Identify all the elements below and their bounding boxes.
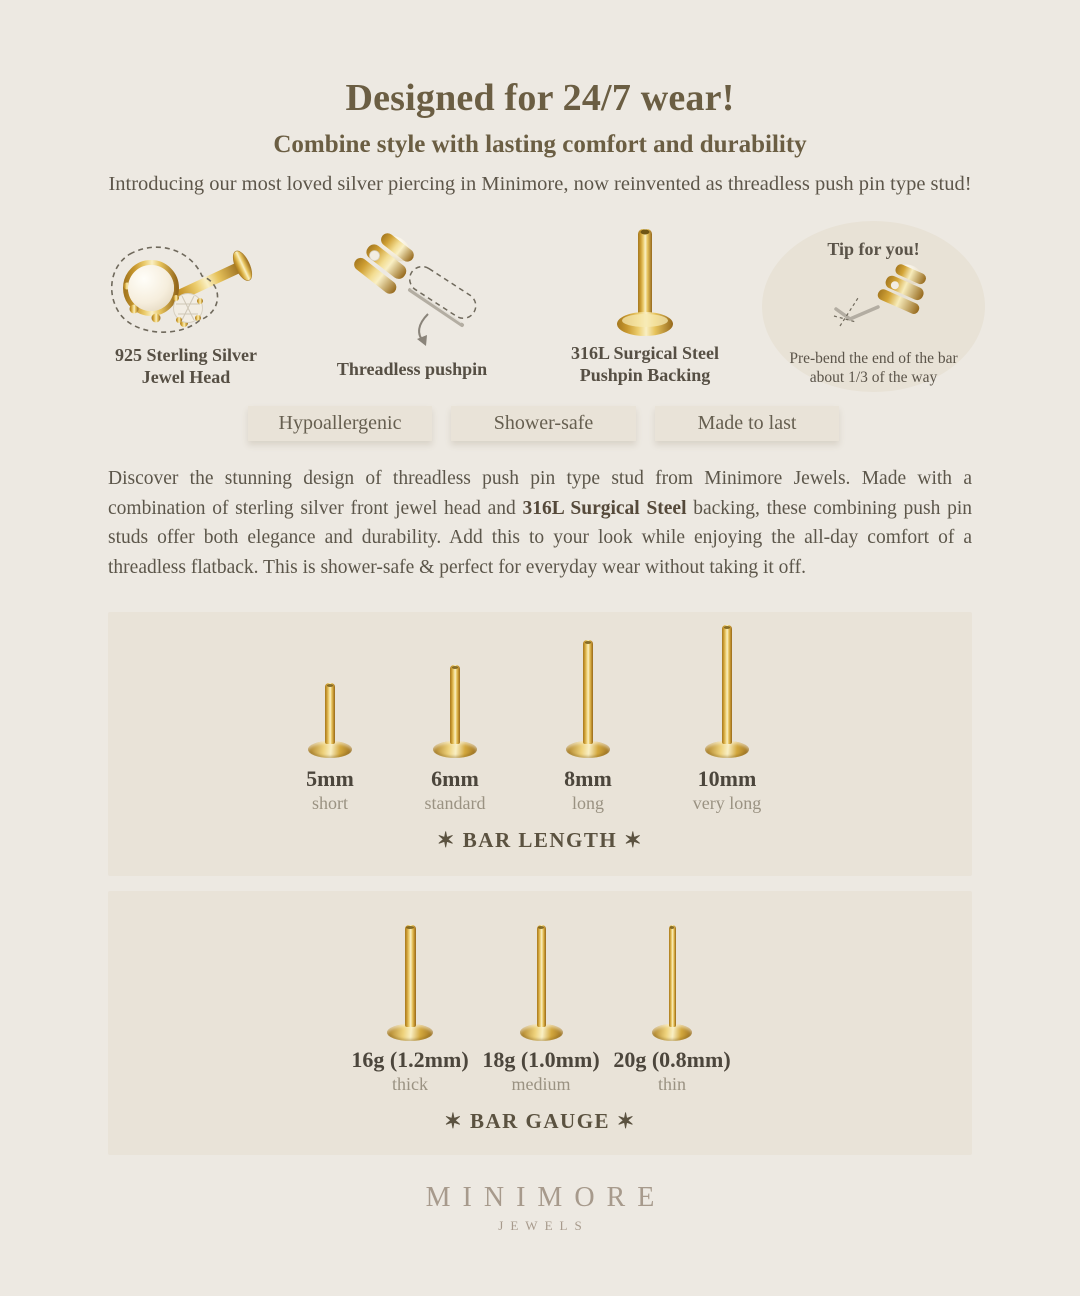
intro-text: Introducing our most loved silver piercing in Minimore, now reinvented as threadless push pin type stud! (108, 173, 972, 195)
brand-subtitle: JEWELS (498, 1218, 589, 1233)
size-descriptor: very long (692, 793, 762, 813)
badge-label: Hypoallergenic (278, 412, 402, 434)
badge-shower-safe (451, 406, 636, 441)
feature-caption (555, 342, 735, 386)
bar-5mm (300, 683, 360, 758)
feature-caption (322, 358, 502, 380)
feature-caption-line1: 925 Sterling Silver (115, 345, 257, 365)
feature-caption-line2: Pushpin Backing (579, 365, 711, 385)
size-label-5mm (260, 766, 400, 814)
bar-length-card (108, 612, 972, 876)
feature-caption-line1: Threadless pushpin (336, 359, 488, 379)
bar-20g (642, 925, 702, 1041)
bar-10mm (697, 625, 757, 758)
badge-hypoallergenic (248, 406, 432, 441)
feature-jewel-head (96, 226, 276, 411)
bar-gauge-card (108, 891, 972, 1155)
pre-bent-pushpin-icon (804, 260, 944, 340)
size-value: 18g (1.0mm) (482, 1047, 600, 1072)
badge-label: Shower-safe (493, 412, 594, 434)
tip-title: Tip for you! (827, 239, 920, 259)
description-bold: 316L Surgical Steel (522, 497, 687, 519)
bar-stem (537, 925, 546, 1027)
feature-caption-line2: Jewel Head (141, 367, 231, 387)
size-descriptor: short (312, 793, 348, 813)
size-descriptor: medium (511, 1074, 571, 1094)
surgical-steel-backing-icon (555, 224, 735, 342)
size-label-6mm (385, 766, 525, 814)
size-value: 20g (0.8mm) (613, 1047, 731, 1072)
size-value: 5mm (306, 766, 354, 791)
size-label-8mm (518, 766, 658, 814)
size-descriptor: long (571, 793, 604, 813)
feature-pushpin-backing (555, 224, 735, 409)
size-label-20g (592, 1047, 752, 1095)
bar-stem (669, 925, 676, 1027)
tip-text-line1: Pre-bend the end of the bar (789, 350, 958, 367)
bar-18g (511, 925, 571, 1041)
description-paragraph (108, 464, 972, 582)
description-part2: backing, these combining push pin studs offer both elegance and durability. Add this to your look while enjoying the all-day comfort of a threadless flatback. This is shower-safe & perfect for everyday wear without taking it off. (108, 497, 972, 578)
tip-bubble (762, 221, 985, 392)
brand-logo (0, 1182, 1080, 1234)
bar-length-heading: ✶ BAR LENGTH ✶ (436, 828, 644, 852)
bar-stem (450, 665, 460, 744)
feature-caption (96, 344, 276, 388)
threadless-pushpin-icon (322, 228, 502, 348)
pearl-stud-icon (96, 226, 276, 338)
tip-text-line2: about 1/3 of the way (809, 369, 938, 386)
bar-stem (325, 683, 335, 744)
tip-text (762, 349, 985, 387)
brand-name: MINIMORE (425, 1182, 667, 1213)
badge-made-to-last (655, 406, 839, 441)
bar-6mm (425, 665, 485, 758)
size-value: 16g (1.2mm) (351, 1047, 469, 1072)
size-value: 10mm (697, 766, 757, 791)
bar-stem (722, 625, 732, 744)
size-descriptor: thin (657, 1074, 686, 1094)
size-descriptor: standard (424, 793, 486, 813)
feature-threadless-pushpin (322, 228, 502, 413)
bar-16g (380, 925, 440, 1041)
size-value: 6mm (431, 766, 479, 791)
size-label-10mm (657, 766, 797, 814)
bar-gauge-heading: ✶ BAR GAUGE ✶ (444, 1109, 636, 1133)
size-value: 8mm (564, 766, 612, 791)
page-subtitle: Combine style with lasting comfort and durability (273, 131, 807, 158)
bar-stem (583, 640, 593, 744)
description-part1: Discover the stunning design of threadless push pin type stud from Minimore Jewels. Made with a combination of sterling silver front jewel head and (108, 468, 972, 519)
size-descriptor: thick (392, 1074, 428, 1094)
bar-stem (405, 925, 416, 1027)
page-title: Designed for 24/7 wear! (345, 77, 735, 119)
feature-caption-line1: 316L Surgical Steel (571, 343, 719, 363)
bar-8mm (558, 640, 618, 758)
badge-label: Made to last (697, 412, 797, 434)
